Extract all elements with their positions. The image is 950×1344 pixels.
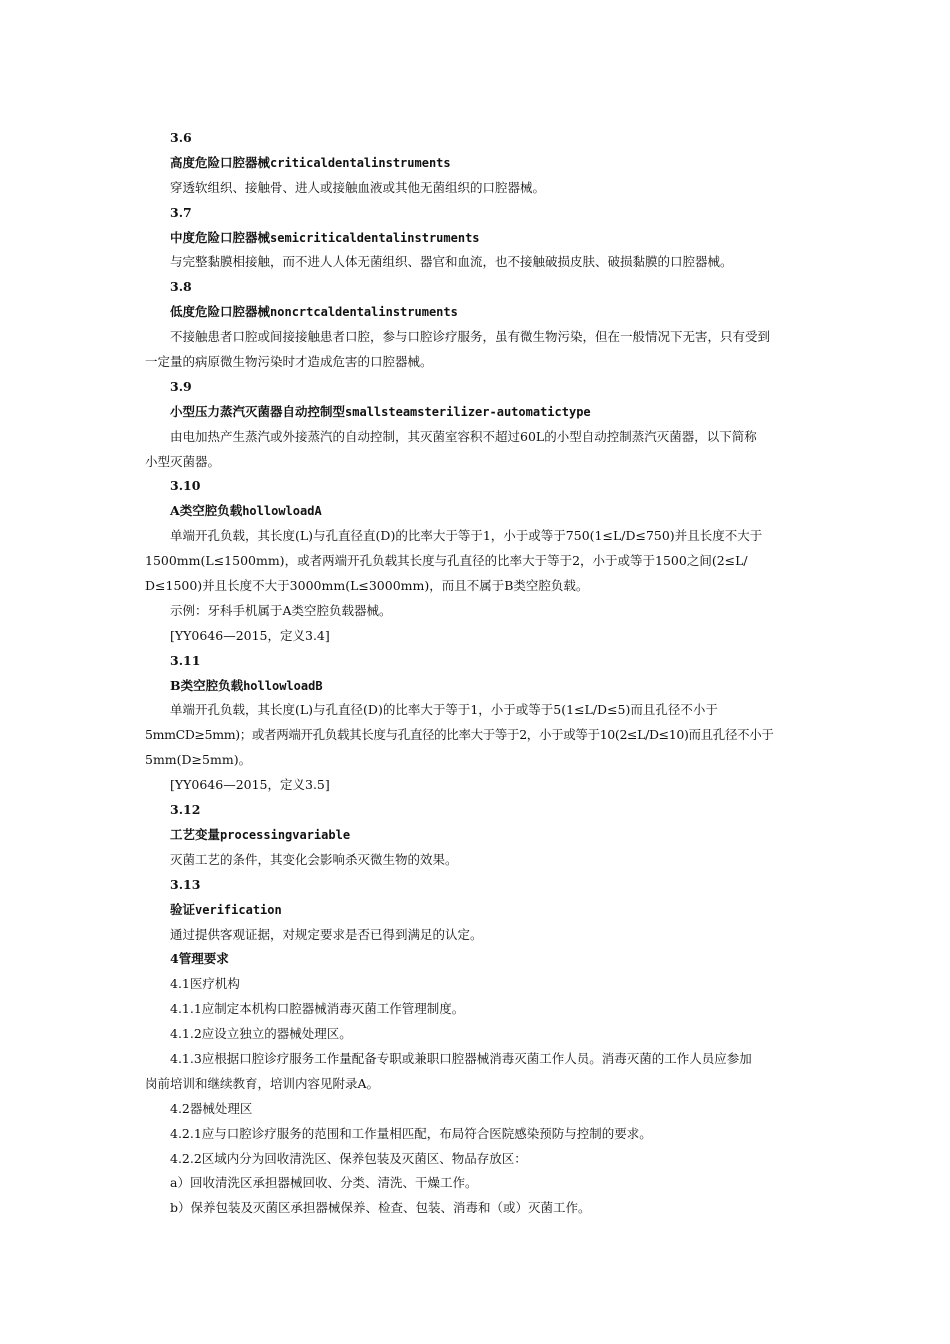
document-body: [145, 126, 810, 1221]
definition-text: D≤1500)并且长度不大于3000mm(L≤3000mm)，而且不属于B类空腔负载。: [145, 578, 589, 594]
list-item: a）回收清洗区承担器械回收、分类、清洗、干燥工作。: [170, 1175, 478, 1191]
clause-text: 4.1.1应制定本机构口腔器械消毒灭菌工作管理制度。: [170, 1001, 465, 1017]
term-chinese: 验证: [170, 901, 196, 917]
definition-text: 一定量的病原微生物污染时才造成危害的口腔器械。: [145, 354, 433, 370]
term-chinese: 工艺变量: [170, 826, 221, 842]
term-english: noncrtcaldentalinstruments: [270, 305, 458, 320]
definition-text: 穿透软组织、接触骨、进人或接触血液或其他无菌组织的口腔器械。: [170, 179, 546, 195]
example-text: 示例：牙科手机属于A类空腔负载器械。: [170, 602, 392, 618]
definition-text: 5mm(D≥5mm)。: [145, 752, 252, 768]
chapter-heading: 4管理要求: [170, 951, 229, 967]
definition-text: 不接触患者口腔或间接接触患者口腔，参与口腔诊疗服务，虽有微生物污染，但在一般情况下无害，只有受到: [170, 329, 771, 345]
term-chinese: B类空腔负载: [170, 677, 244, 693]
definition-text: 小型灭菌器。: [145, 453, 221, 469]
reference-text: [YY0646—2015，定义3.5]: [170, 777, 330, 793]
clause-text: 4.2.1应与口腔诊疗服务的范围和工作量相匹配，布局符合医院感染预防与控制的要求。: [170, 1125, 652, 1141]
section-number: 3.12: [170, 802, 201, 818]
definition-text: 由电加热产生蒸汽或外接蒸汽的自动控制，其灭菌室容积不超过60L的小型自动控制蒸汽灭菌器，以下简称: [170, 428, 757, 444]
term-english: semicriticaldentalinstruments: [270, 230, 480, 245]
term-chinese: 低度危险口腔器械: [170, 304, 271, 320]
definition-text: 单端开孔负载，其长度(L)与孔直径直(D)的比率大于等于1，小于或等于750(1≤L/D≤750)并且长度不大于: [170, 528, 763, 544]
subsection-heading: 4.2器械处理区: [170, 1100, 253, 1116]
term-chinese: A类空腔负载: [170, 503, 243, 519]
definition-text: 1500mm(L≤1500mm)，或者两端开孔负载其长度与孔直径的比率大于等于2，小于或等于1500之间(2≤L/: [145, 553, 748, 569]
term-heading: [145, 400, 810, 425]
reference-text: [YY0646—2015，定义3.4]: [170, 627, 330, 643]
list-item: b）保养包装及灭菌区承担器械保养、检查、包装、消毒和（或）灭菌工作。: [170, 1200, 591, 1216]
section-number: 3.8: [170, 279, 192, 295]
term-english: processingvariable: [220, 827, 351, 842]
section-number: 3.7: [170, 204, 192, 220]
clause-text: 4.1.3应根据口腔诊疗服务工作量配备专职或兼职口腔器械消毒灭菌工作人员。消毒灭菌的工作人员应参加: [170, 1050, 752, 1066]
term-heading: [145, 151, 810, 176]
term-english: hollowloadB: [243, 678, 323, 693]
definition-text: 灭菌工艺的条件，其变化会影响杀灭微生物的效果。: [170, 851, 458, 867]
term-heading: [145, 898, 810, 923]
definition-text: 与完整黏膜相接触，而不进人人体无菌组织、器官和血流，也不接触破损皮肤、破损黏膜的口腔器械。: [170, 254, 733, 270]
clause-text: 4.1.2应设立独立的器械处理区。: [170, 1026, 352, 1042]
term-english: criticaldentalinstruments: [270, 155, 451, 170]
definition-text: 5mmCD≥5mm)；或者两端开孔负载其长度与孔直径的比率大于等于2，小于或等于10(2≤L/D≤10)而且孔径不小于: [145, 727, 774, 743]
clause-text: 4.2.2区域内分为回收清洗区、保养包装及灭菌区、物品存放区：: [170, 1150, 527, 1166]
section-number: 3.11: [170, 652, 201, 668]
term-heading: [145, 674, 810, 699]
term-heading: [145, 823, 810, 848]
section-number: 3.9: [170, 378, 192, 394]
term-chinese: 小型压力蒸汽灭菌器自动控制型: [170, 403, 346, 419]
term-heading: [145, 300, 810, 325]
term-heading: [145, 226, 810, 251]
clause-text: 岗前培训和继续教育，培训内容见附录A。: [145, 1075, 380, 1091]
section-number: 3.13: [170, 876, 201, 892]
term-chinese: 高度危险口腔器械: [170, 154, 271, 170]
term-english: smallsteamsterilizer-automatictype: [345, 404, 591, 419]
section-number: 3.6: [170, 130, 192, 145]
subsection-heading: 4.1医疗机构: [170, 976, 240, 992]
term-heading: [145, 499, 810, 524]
term-english: verification: [195, 902, 282, 917]
definition-text: 单端开孔负载，其长度(L)与孔直径(D)的比率大于等于1，小于或等于5(1≤L/D≤5)而且孔径不小于: [170, 702, 718, 718]
section-number: 3.10: [170, 478, 201, 494]
definition-text: 通过提供客观证据，对规定要求是否已得到满足的认定。: [170, 926, 483, 942]
term-chinese: 中度危险口腔器械: [170, 229, 271, 245]
term-english: hollowloadA: [242, 504, 322, 519]
